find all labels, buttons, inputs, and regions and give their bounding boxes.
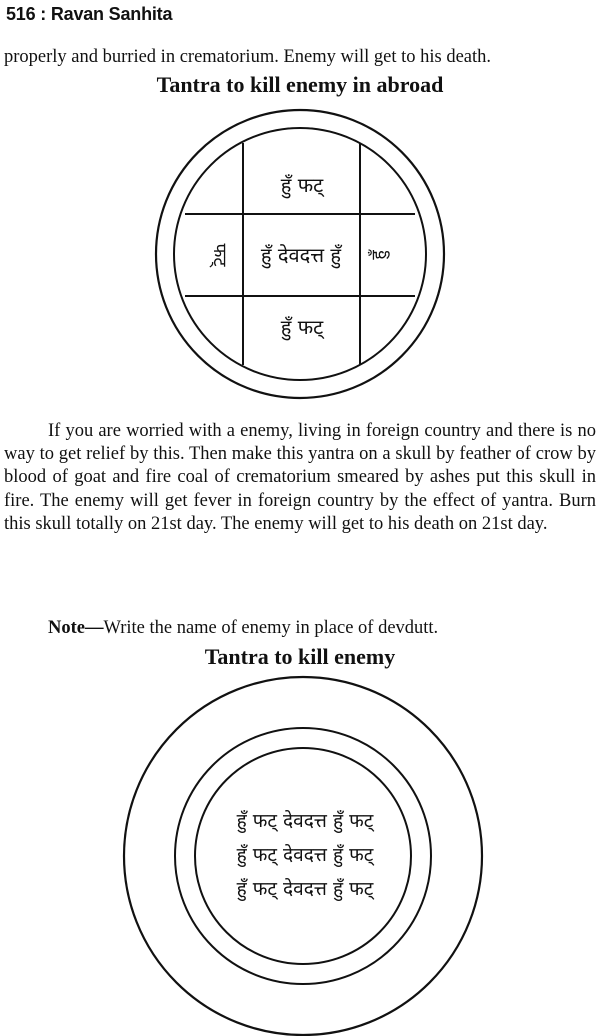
yantra-center-text: हुँ देवदत्त हुँ [260, 243, 342, 267]
note-text: Write the name of enemy in place of devdutt. [103, 618, 439, 638]
section-title-abroad: Tantra to kill enemy in abroad [156, 72, 444, 97]
yantra-diagram-abroad [0, 100, 600, 410]
section-title-enemy: Tantra to kill enemy [204, 644, 396, 669]
yantra-bottom-text: हुँ फट् [280, 315, 324, 339]
continuation-line: properly and burried in crematorium. Enemy will get to his death. [4, 47, 492, 67]
running-head: 516 : Ravan Sanhita [6, 4, 173, 24]
yantra-right-text: हुँ [368, 250, 389, 260]
yantra-top-text: हुँ फट् [280, 173, 324, 197]
yantra2-line-1: हुँ फट् देवदत्त हुँ फट् [236, 810, 374, 832]
paragraph-text: If you are worried with a enemy, living in foreign country and there is no way to get relief by this. Then make this yantra on a skull by feather of crow by blood of goat and fire coal of crematorium smeared by ashes put this skull in fire. The enemy will get fever in foreign country by the effect of yantra. Burn this skull totally on 21st day. The enemy will get to his death on 21st day. [4, 421, 596, 534]
yantra-left-text: फट् [209, 243, 230, 267]
yantra2-line-2: हुँ फट् देवदत्त हुँ फट् [236, 844, 374, 866]
yantra-diagram-enemy [0, 670, 600, 1036]
yantra2-line-3: हुँ फट् देवदत्त हुँ फट् [236, 878, 374, 900]
body-paragraph [4, 420, 596, 536]
note-line [48, 618, 438, 639]
note-label: Note— [48, 618, 104, 638]
